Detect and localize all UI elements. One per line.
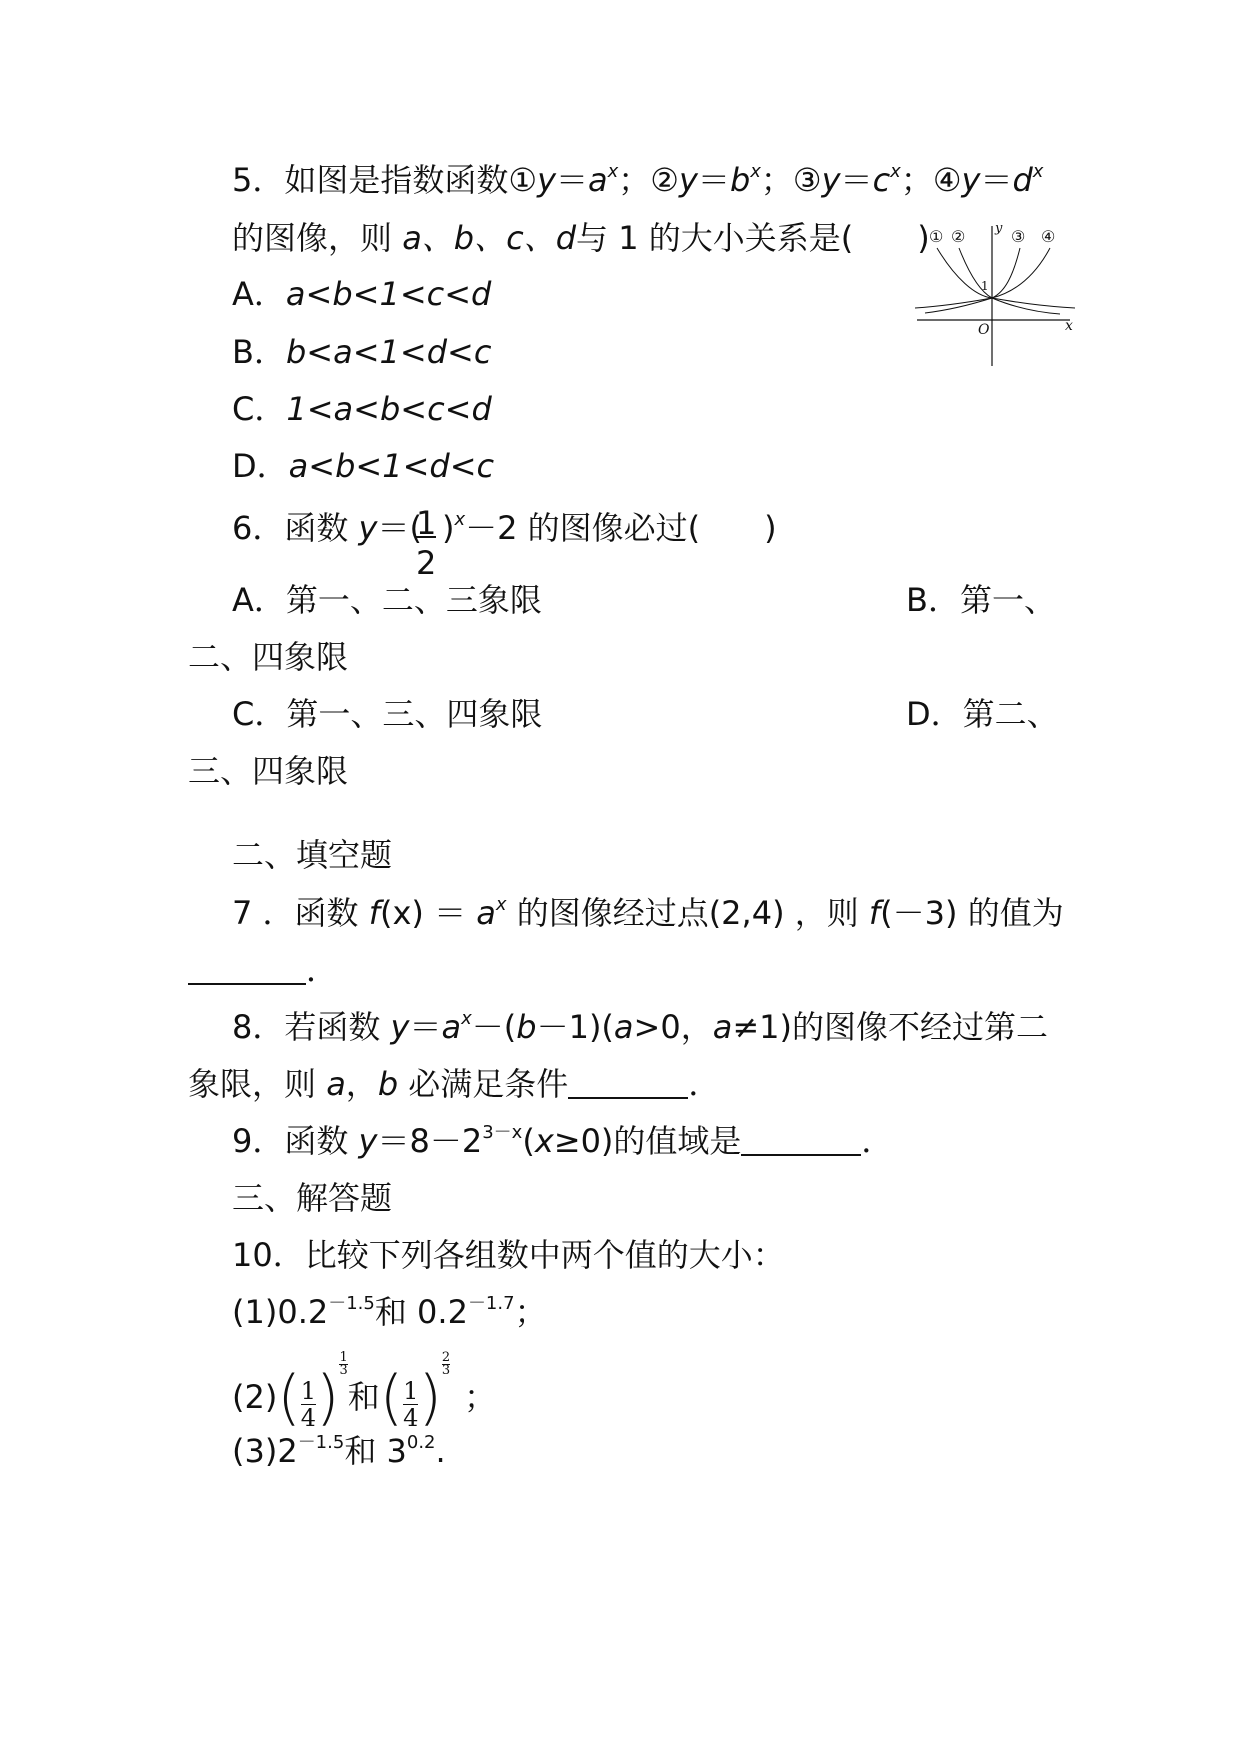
exponential-graph: [915, 218, 1080, 368]
q6-line: 6．函数 y＝( )$^x$－2 的图像必过( ): [232, 509, 777, 547]
q6-fraction-bar: [416, 536, 436, 538]
one-label: 1: [981, 279, 989, 293]
q7-answer-blank[interactable]: [188, 953, 306, 985]
q5-line2: 的图像，则 a、b、c、d与 1 的大小关系是( ): [232, 219, 930, 257]
q6-option-a: A．第一、二、三象限: [232, 581, 542, 619]
curve-4: [915, 248, 1050, 308]
x-axis-label: x: [1065, 318, 1073, 334]
q5-option-a: A．a<b<1<c<d: [232, 275, 492, 313]
q6-option-d-tail: 三、四象限: [188, 752, 349, 790]
q7-line1: 7 ．函数 $f(x) = a^x$ 的图像经过点(2,4) ，则 f(－3) 的值为: [232, 894, 1064, 932]
origin-label: O: [978, 322, 990, 338]
q5-line1: 5．如图是指数函数$①y=a^x$；$②y=b^x$；$③y=c^x$；$④y=d^x$: [232, 161, 1044, 199]
q8-line2: 象限，则 a，b 必满足条件 ．: [188, 1065, 721, 1103]
q6-option-d-head: D．第二、: [906, 695, 1059, 733]
q6-option-b-head: B．第一、: [906, 581, 1056, 619]
curve-1: [937, 248, 1075, 308]
q5-option-d: D．a<b<1<d<c: [232, 447, 495, 485]
y-axis-label: y: [995, 221, 1003, 236]
q10-part3: $(3)2^{-1.5}$和 $3^{0.2}$.: [232, 1432, 446, 1470]
q10-part1: $(1)0.2^{-1.5}$和 $0.2^{-1.7}$；: [232, 1293, 547, 1331]
q9-line: 9．函数 $y=8-2^{3-x}(x\ge 0)$的值域是 ．: [232, 1122, 894, 1160]
q5-option-b: B．b<a<1<d<c: [232, 333, 492, 371]
q5-option-c: C．1<a<b<c<d: [232, 390, 492, 428]
q6-option-b-tail: 二、四象限: [188, 638, 349, 676]
q6-fraction-den: 2: [416, 544, 437, 582]
q10-title: 10．比较下列各组数中两个值的大小：: [232, 1236, 785, 1274]
curve-2: [959, 248, 1060, 314]
q8-line1: 8．若函数 $y=a^x-(b-1)(a>0$，a≠1)的图像不经过第二: [232, 1008, 1048, 1046]
q6-option-c: C．第一、三、四象限: [232, 695, 543, 733]
q10-part2: $(2)(\frac{1}{4}$ )$\frac{1}{3}$ 和($\frac{1}{4}$ )$\frac{2}{3}$ ；: [232, 1350, 497, 1433]
q6-fraction-num: 1: [416, 504, 437, 542]
curve-label-2: ②: [951, 227, 966, 246]
q7-line2: ．: [188, 950, 338, 990]
section-answer-heading: 三、解答题: [232, 1179, 393, 1217]
q9-answer-blank[interactable]: [741, 1124, 861, 1156]
curve-label-1: ①: [929, 227, 944, 246]
curve-label-4: ④: [1041, 227, 1056, 246]
section-fill-in-heading: 二、填空题: [232, 836, 393, 874]
curve-label-3: ③: [1011, 227, 1026, 246]
q8-answer-blank[interactable]: [568, 1067, 688, 1099]
